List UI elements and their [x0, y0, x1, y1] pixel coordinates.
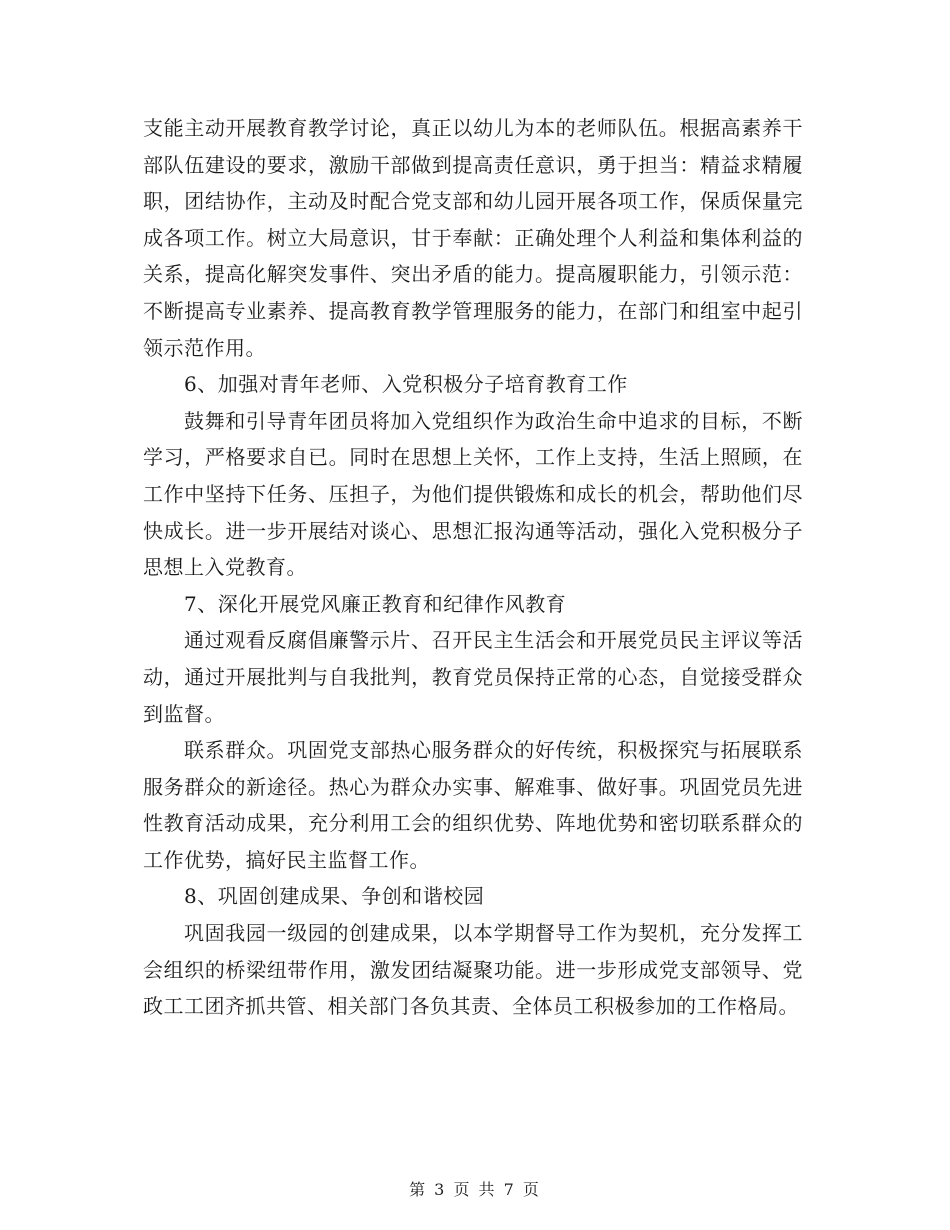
section-heading: 8、巩固创建成果、争创和谐校园 — [184, 884, 485, 909]
body-paragraph: 支能主动开展教育教学讨论，真正以幼儿为本的老师队伍。根据高素养干部队伍建设的要求，激励干部做到提高责任意识，勇于担当：精益求精履职，团结协作，主动及时配合党支部和幼儿园开展各项工作，保质保量完成各项工作。树立大局意识，甘于奉献：正确处理个人利益和集体利益的关系，提高化解突发事件、突出矛盾的能力。提高履职能力，引领示范：不断提高专业素养、提高教育教学管理服务的能力，在部门和组室中起引领示范作用。 — [143, 116, 803, 360]
section-heading: 7、深化开展党风廉正教育和纪律作风教育 — [184, 591, 567, 616]
document-body — [143, 110, 803, 1025]
page-number-footer: 第 3 页 共 7 页 — [409, 1180, 541, 1199]
body-paragraph: 联系群众。巩固党支部热心服务群众的好传统，积极探究与拓展联系服务群众的新途径。热心为群众办实事、解难事、做好事。巩固党员先进性教育活动成果，充分利用工会的组织优势、阵地优势和密切联系群众的工作优势，搞好民主监督工作。 — [143, 738, 803, 872]
section-heading: 6、加强对青年老师、入党积极分子培育教育工作 — [184, 372, 628, 397]
body-paragraph: 鼓舞和引导青年团员将加入党组织作为政治生命中追求的目标，不断学习，严格要求自已。同时在思想上关怀，工作上支持，生活上照顾，在工作中坚持下任务、压担子，为他们提供锻炼和成长的机会，帮助他们尽快成长。进一步开展结对谈心、思想汇报沟通等活动，强化入党积极分子思想上入党教育。 — [143, 408, 803, 580]
body-paragraph: 通过观看反腐倡廉警示片、召开民主生活会和开展党员民主评议等活动，通过开展批判与自我批判，教育党员保持正常的心态，自觉接受群众到监督。 — [143, 628, 803, 726]
body-paragraph: 巩固我园一级园的创建成果，以本学期督导工作为契机，充分发挥工会组织的桥梁纽带作用，激发团结凝聚功能。进一步形成党支部领导、党政工工团齐抓共管、相关部门各负其责、全体员工积极参加的工作格局。 — [143, 921, 803, 1019]
